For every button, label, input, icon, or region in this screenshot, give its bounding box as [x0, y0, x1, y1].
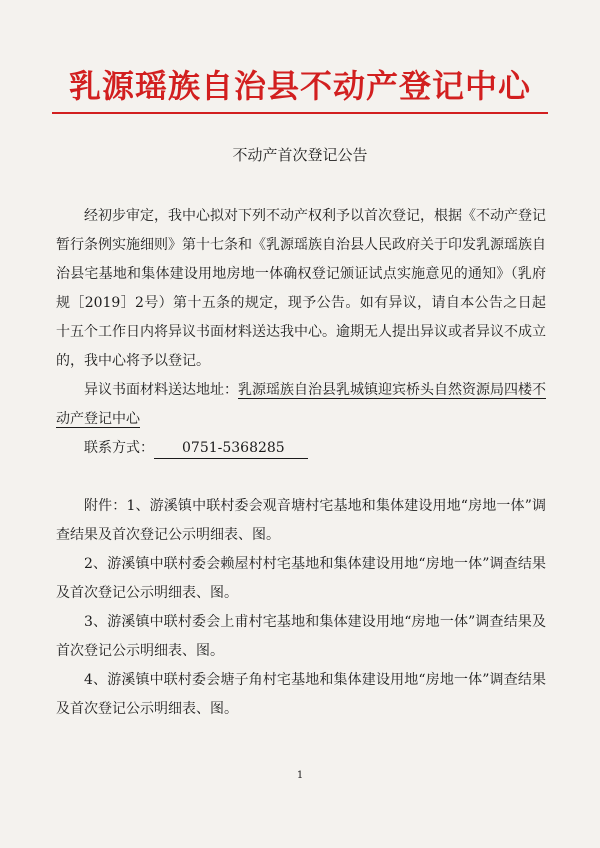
contact-label: 联系方式：	[84, 440, 154, 456]
org-title: 乳源瑶族自治县不动产登记中心	[68, 67, 531, 105]
page-number: 1	[296, 770, 304, 781]
attachment-item	[56, 492, 546, 550]
attachment-text: 1、游溪镇中联村委会观音塘村宅基地和集体建设用地“房地一体”调查结果及首次登记公示明细表、图。	[56, 498, 546, 543]
spacer	[56, 463, 546, 492]
attachments-label: 附件：	[84, 498, 127, 514]
notice-body	[56, 202, 546, 724]
attachment-item: 4、游溪镇中联村委会塘子角村宅基地和集体建设用地“房地一体”调查结果及首次登记公示明细表、图。	[56, 672, 546, 717]
contact-paragraph	[56, 434, 546, 463]
red-header-rule	[52, 112, 548, 114]
address-value: 乳源瑶族自治县乳城镇迎宾桥头自然资源局四楼不动产登记中心	[56, 382, 546, 427]
attachment-item: 2、游溪镇中联村委会赖屋村村宅基地和集体建设用地“房地一体”调查结果及首次登记公示明细表、图。	[56, 556, 546, 601]
address-label: 异议书面材料送达地址：	[84, 382, 238, 398]
address-paragraph	[56, 376, 546, 434]
contact-value: 0751-5368285	[154, 438, 308, 459]
notice-paragraph: 经初步审定，我中心拟对下列不动产权利予以首次登记，根据《不动产登记暂行条例实施细则》第十七条和《乳源瑶族自治县人民政府关于印发乳源瑶族自治县宅基地和集体建设用地房地一体确权登记颁证试点实施意见的通知》（乳府规［2019］2号）第十五条的规定，现予公告。如有异议，请自本公告之日起十五个工作日内将异议书面材料送达我中心。逾期无人提出异议或者异议不成立的，我中心将予以登记。	[56, 208, 546, 369]
notice-title: 不动产首次登记公告	[232, 146, 368, 164]
attachment-item: 3、游溪镇中联村委会上甫村宅基地和集体建设用地“房地一体”调查结果及首次登记公示明细表、图。	[56, 614, 546, 659]
